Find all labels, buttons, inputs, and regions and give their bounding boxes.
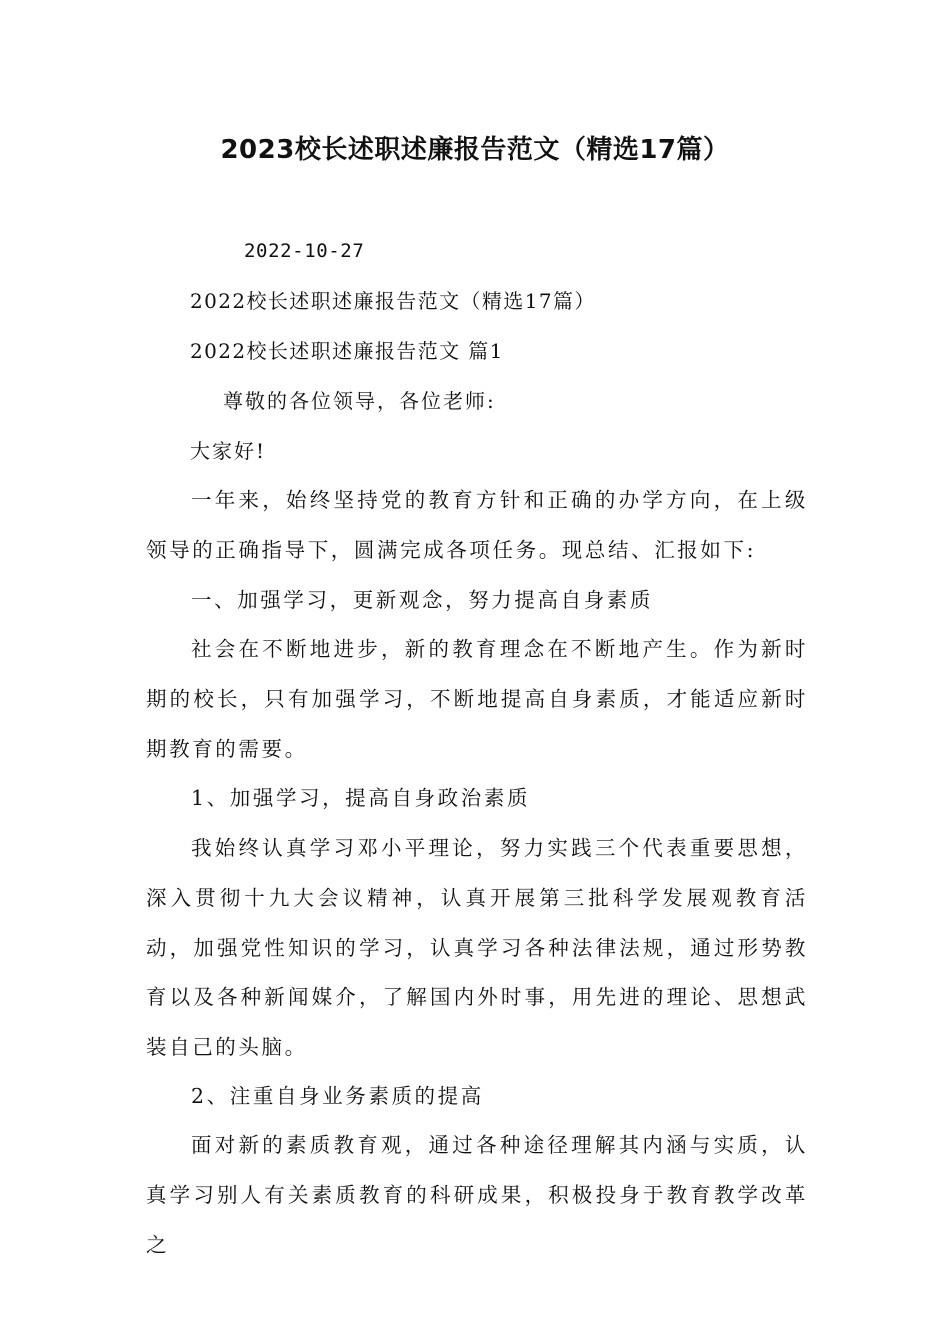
- paragraph-quality-education: 面对新的素质教育观，通过各种途径理解其内涵与实质，认真学习别人有关素质教育的科研成果，积极投身于教育教学改革之: [146, 1133, 808, 1257]
- paragraph-intro: 一年来，始终坚持党的教育方针和正确的办学方向，在上级领导的正确指导下，圆满完成各项任务。现总结、汇报如下:: [146, 488, 808, 562]
- heading-section-one: 一、加强学习，更新观念，努力提高自身素质: [191, 588, 653, 612]
- heading-item-one: 1、加强学习，提高自身政治素质: [191, 786, 531, 810]
- document-title: 2023校长述职述廉报告范文（精选17篇）: [220, 135, 730, 165]
- paragraph-society: 社会在不断地进步，新的教育理念在不断地产生。作为新时期的校长，只有加强学习，不断地提高自身素质，才能适应新时期教育的需要。: [146, 637, 808, 761]
- document-date: 2022-10-27: [244, 240, 365, 262]
- salutation: 大家好!: [190, 439, 267, 463]
- heading-item-two: 2、注重自身业务素质的提高: [191, 1084, 484, 1108]
- section-heading: 2022校长述职述廉报告范文 篇1: [190, 339, 504, 363]
- paragraph-political-study: 我始终认真学习邓小平理论，努力实践三个代表重要思想，深入贯彻十九大会议精神，认真开展第三批科学发展观教育活动，加强党性知识的学习，认真学习各种法律法规，通过形势教育以及各种新闻媒介，了解国内外时事，用先进的理论、思想武装自己的头脑。: [146, 836, 808, 1060]
- greeting: 尊敬的各位领导，各位老师:: [223, 389, 496, 413]
- document-subtitle: 2022校长述职述廉报告范文（精选17篇）: [190, 289, 596, 313]
